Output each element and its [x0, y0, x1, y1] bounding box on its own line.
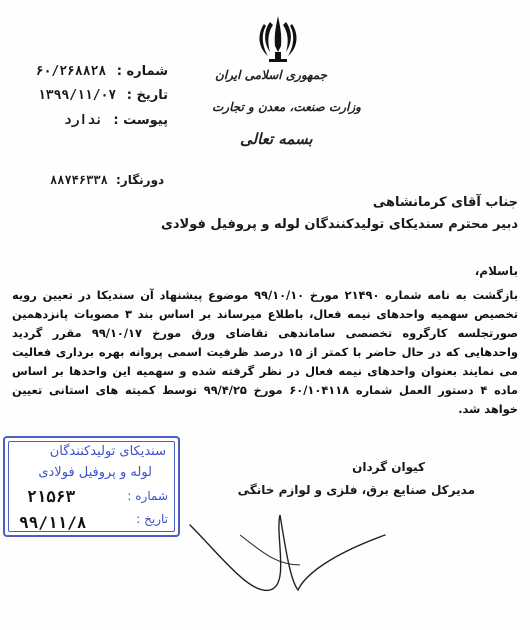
meta-fax-value: ۸۸۷۴۶۳۳۸	[50, 173, 108, 187]
stamp-number-label: شماره :	[127, 489, 168, 503]
meta-fax	[50, 173, 164, 187]
meta-fax-label: دورنگار:	[115, 173, 165, 187]
iran-emblem-icon	[256, 12, 300, 64]
meta-attachment-value: ندارد	[63, 113, 103, 128]
meta-attachment-label: پیوست :	[113, 113, 168, 128]
stamp-number-value: ۲۱۵۶۳	[27, 487, 76, 506]
letterhead-bismillah: بسمه تعالی	[240, 130, 313, 148]
stamp-org-line2: لوله و پروفیل فولادی	[38, 465, 152, 480]
meta-date-value: ۱۳۹۹/۱۱/۰۷	[37, 88, 117, 103]
letterhead-ministry: وزارت صنعت، معدن و تجارت	[212, 100, 361, 114]
letterhead-republic: جمهوری اسلامی ایران	[215, 68, 328, 82]
signature-name: کیوان گردان	[352, 460, 425, 474]
meta-number-value: ۶۰/۲۶۸۸۲۸	[35, 64, 107, 79]
recipient-name: جناب آقای کرمانشاهی	[372, 195, 518, 210]
signature-title: مدیرکل صنایع برق، فلزی و لوازم خانگی	[237, 483, 475, 497]
meta-date	[8, 88, 168, 103]
meta-number-label: شماره :	[116, 64, 168, 79]
signature-scribble-icon	[180, 495, 400, 605]
meta-number	[8, 64, 168, 79]
recipient-title: دبیر محترم سندیکای تولیدکنندگان لوله و پروفیل فولادی	[160, 217, 518, 232]
stamp-org-line1: سندیکای تولیدکنندگان	[49, 444, 166, 459]
greeting: باسلام،	[474, 264, 518, 278]
received-stamp	[3, 436, 180, 537]
meta-attachment	[8, 113, 168, 128]
letter-body: بازگشت به نامه شماره ۲۱۴۹۰ مورخ ۹۹/۱۰/۱۰ موضوع پیشنهاد آن سندیکا در تعیین رویه تخصیص سهمیه واحدهای نیمه فعال، باطلاع میرساند بر اساس بند ۳ مصوبات پانزدهمین صورتجلسه کارگروه تخصصی ساماندهی تقاضای ورق مورخ ۹۹/۱۰/۱۷ مقرر گردید واحدهایی که در حال حاضر با کمتر از ۱۵ درصد ظرفیت اسمی پروانه بهره برداری فعالیت می نمایند بعنوان واحدهای نیمه فعال در نظر گرفته شده و سهمیه این واحدها بر اساس ماده ۴ دستور العمل شماره ۶۰/۱۰۴۱۱۸ مورخ ۹۹/۴/۲۵ توسط کمیته های استانی تعیین خواهد شد.	[12, 288, 518, 416]
stamp-date-label: تاریخ :	[136, 512, 168, 526]
stamp-date-value: ۹۹/۱۱/۸	[19, 513, 87, 532]
meta-date-label: تاریخ :	[126, 88, 168, 103]
